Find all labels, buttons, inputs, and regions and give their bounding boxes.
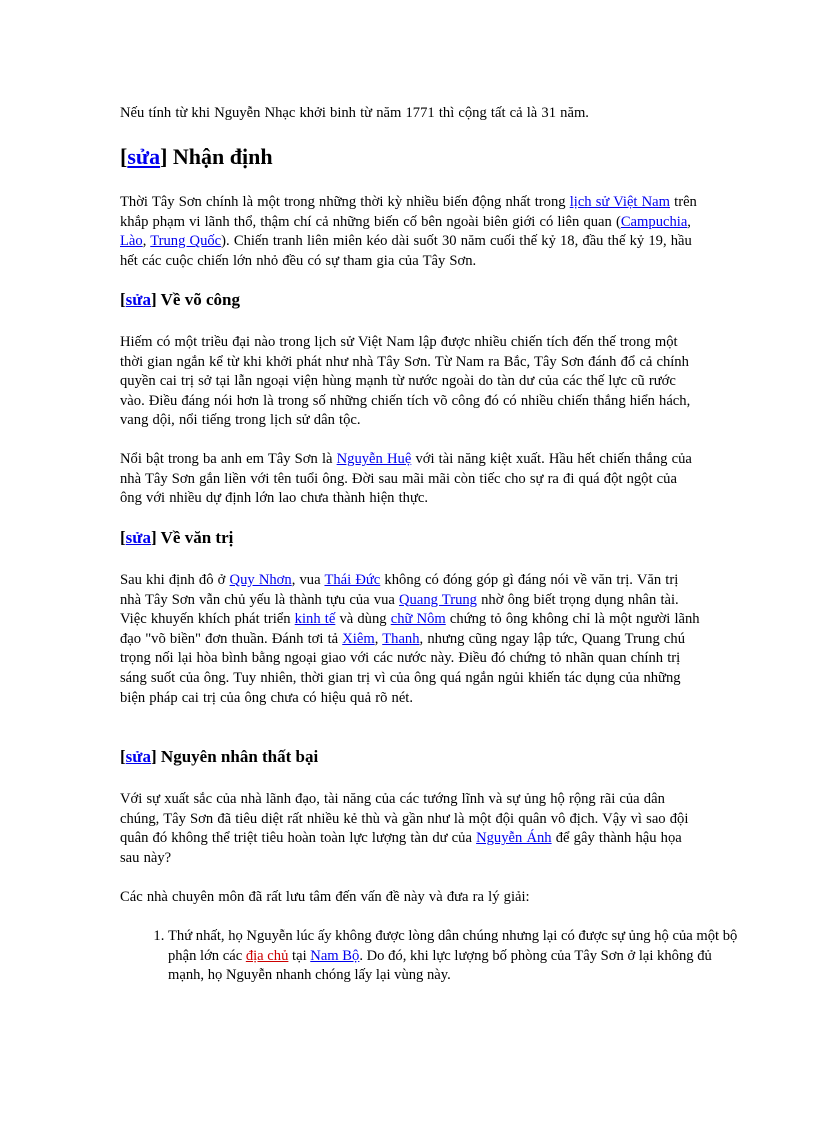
text: Thời Tây Sơn chính là một trong những thời kỳ nhiều biến động nhất trong xyxy=(120,194,570,210)
text: để gây thành hậu họa sau này? xyxy=(120,830,682,866)
link-campuchia[interactable]: Campuchia xyxy=(620,213,688,230)
link-lao[interactable]: Lào xyxy=(120,233,143,250)
section-title: Nhận định xyxy=(172,144,273,169)
text: và dùng xyxy=(335,611,391,628)
link-thai-duc[interactable]: Thái Đức xyxy=(324,572,381,588)
link-chu-nom[interactable]: chữ Nôm xyxy=(390,611,446,628)
text: tại xyxy=(288,947,311,964)
edit-link-wrapper: [sửa] xyxy=(120,144,168,169)
edit-link[interactable]: sửa xyxy=(125,528,151,547)
section-title: Nguyên nhân thất bại xyxy=(160,747,319,766)
link-nam-bo[interactable]: Nam Bộ xyxy=(310,947,360,964)
text: Thứ nhất, họ Nguyễn lúc ấy không được lòng dân chúng nhưng lại có được sự ủng hộ của một bộ phận lớn các xyxy=(168,928,738,964)
text: với tài năng kiệt xuất. Hầu hết chiến thắng của nhà Tây Sơn gắn liền với tên tuổi ông. Đời sau mãi mãi còn tiếc cho sự ra đi quá đột ngột của ông với nhiều dự định lớn lao chưa thành hiện thực. xyxy=(120,451,692,507)
list-item xyxy=(168,927,750,986)
section-title: Về văn trị xyxy=(160,528,234,547)
link-trung-quoc[interactable]: Trung Quốc xyxy=(150,233,222,250)
edit-link[interactable]: sửa xyxy=(125,290,151,309)
paragraph-nhan-dinh xyxy=(120,193,702,271)
paragraph-vo-cong: Hiếm có một triều đại nào trong lịch sử Việt Nam lập được nhiều chiến tích đến thế trong một thời gian ngắn kể từ khi khởi phát như nhà Tây Sơn. Từ Nam ra Bắc, Tây Sơn đánh đổ cả chính quyền cai trị sở tại lẫn ngoại viện hùng mạnh từ nước ngoài do tàn dư của các thế lực cũ rước vào. Điều đáng nói hơn là trong số những chiến tích võ công đó có nhiều chiến thắng hiển hách, vang dội, nổi tiếng trong lịch sử dân tộc. xyxy=(120,334,691,429)
link-nguyen-anh[interactable]: Nguyễn Ánh xyxy=(476,830,552,847)
edit-link[interactable]: sửa xyxy=(127,144,161,169)
link-nguyen-hue[interactable]: Nguyễn Huệ xyxy=(336,451,412,467)
link-kinh-te[interactable]: kinh tế xyxy=(294,611,336,628)
edit-link-wrapper: [sửa] xyxy=(120,747,157,766)
text: , vua xyxy=(291,572,325,588)
text: Với sự xuất sắc của nhà lãnh đạo, tài năng của các tướng lĩnh và sự ủng hộ rộng rãi của dân chúng, Tây Sơn đã tiêu diệt rất nhiều kẻ thù và gần như là một đội quân vô địch. Vậy vì sao đội quân đó không thể triệt tiêu hoàn toàn lực lượng tàn dư của xyxy=(120,791,689,847)
text: . Do đó, khi lực lượng bố phòng của Tây Sơn ở lại không đủ mạnh, họ Nguyễn nhanh chóng lấy lại vùng này. xyxy=(168,947,712,984)
paragraph-nguyen-hue xyxy=(120,450,702,509)
link-xiem[interactable]: Xiêm xyxy=(342,630,375,647)
paragraph-that-bai xyxy=(120,790,702,868)
paragraph-ly-giai: Các nhà chuyên môn đã rất lưu tâm đến vấn đề này và đưa ra lý giải: xyxy=(120,889,530,905)
link-quy-nhon[interactable]: Quy Nhơn xyxy=(229,572,292,588)
text: nhờ ông biết trọng dụng nhân tài. Việc khuyến khích phát triển xyxy=(120,591,679,628)
edit-link-wrapper: [sửa] xyxy=(120,528,157,547)
text: Sau khi định đô ở xyxy=(120,572,230,588)
reasons-list xyxy=(120,927,750,986)
edit-link[interactable]: sửa xyxy=(125,747,151,766)
text: ). Chiến tranh liên miên kéo dài suốt 30 năm cuối thế kỷ 18, đầu thế kỷ 19, hầu hết các cuộc chiến lớn nhỏ đều có sự tham gia của Tây Sơn. xyxy=(120,233,692,269)
paragraph-van-tri xyxy=(120,571,702,708)
text: , nhưng cũng ngay lập tức, Quang Trung chú trọng nối lại hòa bình bằng ngoại giao với các nước này. Điều đó chứng tỏ nhãn quan chính trị sáng suốt của ông. Tuy nhiên, thời gian trị vì của ông quá ngắn ngủi khiến tác dụng của những biện pháp cai trị của ông chưa có hiệu quả rõ nét. xyxy=(120,630,685,706)
text: , xyxy=(142,233,151,250)
text: trên khắp phạm vi lãnh thổ, thậm chí cả những biến cố bên ngoài biên giới có liên quan ( xyxy=(120,194,697,230)
link-dia-chu[interactable]: địa chủ xyxy=(245,947,289,964)
text: không có đóng góp gì đáng nói về văn trị. Văn trị nhà Tây Sơn vẫn chủ yếu là thành tựu của vua xyxy=(120,572,679,608)
link-thanh[interactable]: Thanh xyxy=(382,630,420,647)
section-title: Về võ công xyxy=(160,290,240,309)
text: chứng tỏ ông không chỉ là một người lãnh đạo "võ biền" đơn thuần. Đánh tơi tả xyxy=(120,611,700,647)
intro-paragraph: Nếu tính từ khi Nguyễn Nhạc khởi binh từ năm 1771 thì cộng tất cả là 31 năm. xyxy=(120,105,589,121)
section-heading-that-bai xyxy=(120,746,702,768)
text: , xyxy=(687,213,691,230)
link-quang-trung[interactable]: Quang Trung xyxy=(399,591,477,608)
text: Nổi bật trong ba anh em Tây Sơn là xyxy=(120,451,337,467)
text: , xyxy=(374,630,383,647)
edit-link-wrapper: [sửa] xyxy=(120,290,157,309)
section-heading-van-tri xyxy=(120,527,702,549)
link-lich-su-viet-nam[interactable]: lịch sử Việt Nam xyxy=(569,194,670,210)
section-heading-nhan-dinh xyxy=(120,143,702,171)
section-heading-vo-cong xyxy=(120,289,702,311)
